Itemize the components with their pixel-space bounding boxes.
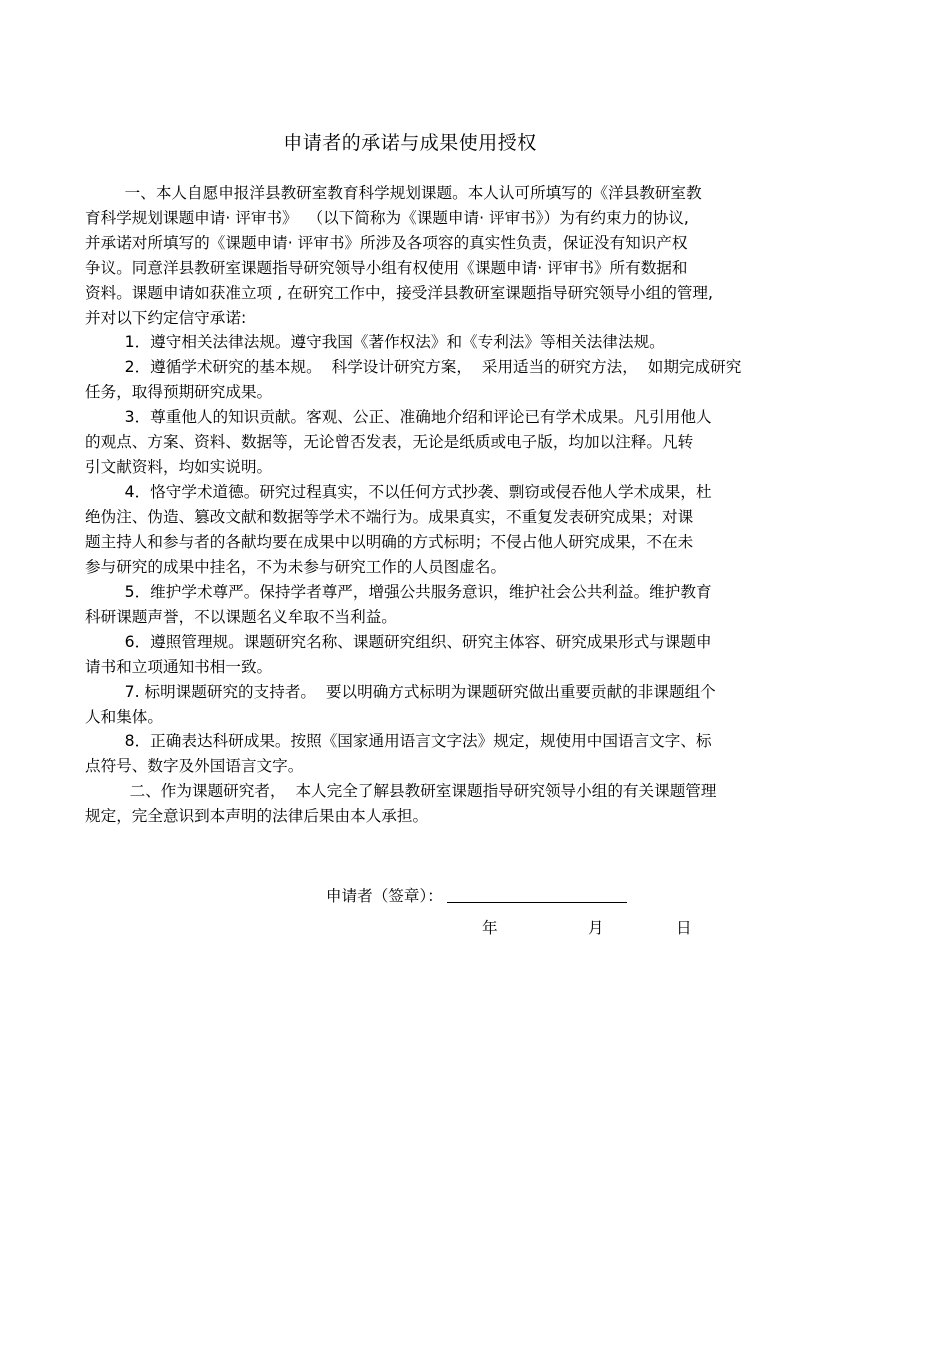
body-line: 争议。同意洋县教研室课题指导研究领导小组有权使用《课题申请· 评审书》所有数据和	[85, 259, 688, 277]
body-line: 并对以下约定信守承诺:	[85, 309, 247, 327]
body-line: 人和集体。	[85, 708, 163, 726]
signature-row	[316, 866, 627, 906]
body-line: 3．尊重他人的知识贡献。客观、公正、准确地介绍和评论已有学术成果。凡引用他人	[85, 408, 712, 426]
body-line: 一、本人自愿申报洋县教研室教育科学规划课题。本人认可所填写的《洋县教研室教	[85, 184, 702, 202]
signature-blank-line	[447, 888, 627, 903]
body-line: 题主持人和参与者的各献均要在成果中以明确的方式标明；不侵占他人研究成果，不在未	[85, 533, 694, 551]
body-line: 并承诺对所填写的《课题申请· 评审书》所涉及各项容的真实性负责，保证没有知识产权	[85, 234, 688, 252]
date-year: 年	[482, 919, 498, 937]
body-line: 规定，完全意识到本声明的法律后果由本人承担。	[85, 807, 429, 825]
body-line: 点符号、数字及外国语言文字。	[85, 757, 304, 775]
body-line: 绝伪注、伪造、篡改文献和数据等学术不端行为。成果真实，不重复发表研究成果；对课	[85, 508, 694, 526]
date-month: 月	[588, 919, 604, 937]
body-line: 2．遵循学术研究的基本规。 科学设计研究方案， 采用适当的研究方法， 如期完成研究	[85, 358, 742, 376]
body-line: 科研课题声誉，不以课题名义牟取不当利益。	[85, 608, 397, 626]
body-line: 引文献资料，均如实说明。	[85, 458, 273, 476]
body-line: 1．遵守相关法律法规。遵守我国《著作权法》和《专利法》等相关法律法规。	[85, 333, 665, 351]
body-line: 4．恪守学术道德。研究过程真实，不以任何方式抄袭、剽窃或侵吞他人学术成果，杜	[85, 483, 712, 501]
body-line: 5．维护学术尊严。保持学者尊严，增强公共服务意识，维护社会公共利益。维护教育	[85, 583, 712, 601]
signature-label: 申请者（签章）：	[325, 887, 443, 905]
body-line: 任务，取得预期研究成果。	[85, 383, 273, 401]
body-line: 的观点、方案、资料、数据等，无论曾否发表，无论是纸质或电子版，均加以注释。凡转	[85, 433, 694, 451]
date-day: 日	[676, 919, 692, 937]
body-line: 6．遵照管理规。课题研究名称、课题研究组织、研究主体容、研究成果形式与课题申	[85, 633, 712, 651]
body-line: 育科学规划课题申请· 评审书》 （以下简称为《课题申请· 评审书》）为有约束力的协议,	[85, 209, 689, 227]
body-line: 参与研究的成果中挂名，不为未参与研究工作的人员图虚名。	[85, 558, 507, 576]
body-line: 请书和立项通知书相一致。	[85, 658, 273, 676]
body-line: 8．正确表达科研成果。按照《国家通用语言文字法》规定，规使用中国语言文字、标	[85, 732, 712, 750]
body-line: 资料。课题申请如获准立项 , 在研究工作中，接受洋县教研室课题指导研究领导小组的管理,	[85, 284, 713, 302]
body-line: 二、作为课题研究者， 本人完全了解县教研室课题指导研究领导小组的有关课题管理	[85, 782, 717, 800]
document-title: 申请者的承诺与成果使用授权	[283, 132, 537, 154]
body-line: 7. 标明课题研究的支持者。 要以明确方式标明为课题研究做出重要贡献的非课题组个	[85, 683, 716, 701]
